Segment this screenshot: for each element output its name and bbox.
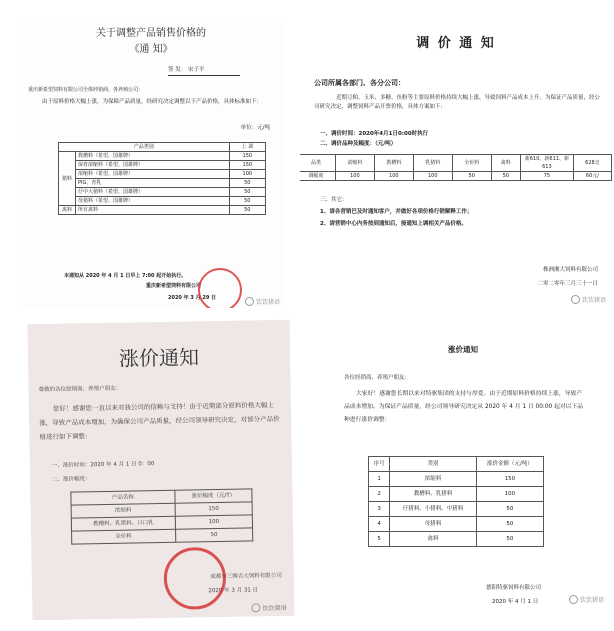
row-number: 5 — [369, 532, 390, 547]
notice-panel-4 — [318, 322, 608, 618]
table-header: 628音 — [573, 155, 611, 172]
issue-date: 2020 年 4 月 1 日 — [492, 599, 539, 605]
table-row — [59, 161, 266, 170]
red-seal — [163, 547, 226, 610]
section-other: 三、其它： — [320, 197, 348, 203]
table-header: 禽料 — [491, 155, 520, 172]
notice-title: 涨价通知 — [118, 345, 200, 371]
product-name: 禽料 — [390, 532, 477, 547]
row-number: 4 — [369, 517, 390, 532]
watermark-text: 饮饮猪语 — [579, 597, 604, 604]
price-table — [70, 488, 253, 544]
table-cell: 100 — [374, 172, 413, 181]
table-row — [369, 487, 544, 502]
table-row — [369, 532, 544, 547]
group-label: 禽料 — [59, 206, 76, 215]
section-range: 二、涨价幅度： — [52, 476, 91, 483]
increase-value: 150 — [476, 472, 543, 487]
table-cell: 60元/ — [573, 172, 611, 181]
watermark — [569, 595, 604, 604]
table-header: 浓缩料 — [335, 155, 374, 172]
other-item-1: 1、请各营销巴及时通知客户，并做好各项价格行销解释工作； — [320, 209, 473, 215]
price-table — [368, 456, 544, 547]
notice-body: 由于原料价格大幅上涨，为保障产品质量，经研究决定调整以下产品价格，具体标准如下： — [42, 99, 263, 105]
row-number: 3 — [369, 502, 390, 517]
notice-panel-1 — [18, 18, 284, 308]
product-name: PIG、青乳 — [76, 179, 230, 188]
table-header: 乳猪料 — [413, 155, 452, 172]
company-name: 重庆新希望饲料有限公司 — [146, 283, 202, 289]
company-name: 德阳特驱饲料有限公司 — [486, 585, 542, 591]
wechat-icon — [245, 297, 254, 306]
product-name: 仔中大猪料（希望、国雄牌） — [76, 188, 230, 197]
table-header: 上 调 — [229, 143, 265, 152]
section-range: 二、调价品种及幅度：（元/吨） — [320, 141, 397, 147]
increase-value: 50 — [476, 502, 543, 517]
row-number: 2 — [369, 487, 390, 502]
table-header: 新610、新611、新613 — [520, 155, 573, 172]
notice-title: 涨价通知 — [448, 345, 478, 354]
increase-value: 100 — [229, 170, 265, 179]
increase-value: 50 — [175, 528, 252, 542]
notice-panel-3 — [27, 320, 294, 621]
recipients: 各位经销商、养殖户朋友： — [344, 375, 411, 381]
table-row — [59, 152, 266, 161]
product-name: 教槽料、乳猪料 — [390, 487, 477, 502]
recipients: 公司所属各部门、各分公司： — [314, 79, 405, 87]
watermark — [245, 297, 280, 306]
table-cell: 100 — [413, 172, 452, 181]
recipients: 重庆新希望饲料有限公司全体经销商、各养殖公司： — [28, 87, 144, 93]
watermark-text: 饮饮猪语 — [255, 299, 280, 306]
increase-value: 50 — [229, 179, 265, 188]
increase-value: 50 — [476, 517, 543, 532]
table-row — [59, 170, 266, 179]
table-header: 类别 — [390, 457, 477, 472]
table-header: 序号 — [369, 457, 390, 472]
wechat-icon — [251, 603, 260, 612]
notice-panel-2 — [300, 18, 612, 308]
table-row — [72, 528, 253, 544]
increase-value: 100 — [476, 487, 543, 502]
table-header: 全价料 — [452, 155, 491, 172]
table-header: 品类 — [300, 155, 335, 172]
increase-value: 150 — [229, 152, 265, 161]
table-header: 涨价金额（元/吨） — [476, 457, 543, 472]
increase-value: 150 — [175, 502, 252, 516]
product-name: 全价料 — [72, 529, 176, 544]
company-name: 成都市三牌吉大饲料有限公司 — [210, 572, 282, 581]
row-number: 1 — [369, 472, 390, 487]
notice-body: 您好！感谢您一直以来对我公司的信赖与支持！由于近期部分原料价格大幅上涨，导致产品成本增加，为确保公司产品质量，经公司领导研究决定，对部分产品价格进行如下调整： — [39, 401, 280, 442]
issue-date: 2020 年 3 月 31 日 — [208, 587, 259, 595]
product-name: 母猪料 — [390, 517, 477, 532]
section-time: 一、调价时间：2020年4月1日0:00时执行 — [320, 131, 429, 137]
table-row — [59, 197, 266, 206]
notice-title: 关于调整产品销售价格的 — [96, 28, 206, 39]
issue-date: 二零二零年三月三十一日 — [537, 281, 598, 287]
table-header: 涨价幅度（元/T） — [175, 489, 252, 503]
table-header: 教槽料 — [374, 155, 413, 172]
wechat-icon — [569, 595, 578, 604]
increase-value: 50 — [229, 206, 265, 215]
table-row — [59, 179, 266, 188]
notice-subtitle: 《通 知》 — [129, 44, 173, 55]
table-cell: 50 — [452, 172, 491, 181]
table-row — [300, 172, 612, 181]
table-cell: 75 — [520, 172, 573, 181]
watermark-text: 饮饮猪语 — [581, 297, 606, 304]
table-header: 产品类别 — [59, 143, 230, 152]
price-table — [58, 142, 266, 215]
product-name: 浓缩料（希望、国雄牌） — [76, 170, 230, 179]
table-row — [369, 502, 544, 517]
increase-value: 50 — [229, 197, 265, 206]
increase-value: 150 — [229, 161, 265, 170]
table-cell: 50 — [491, 172, 520, 181]
product-name: 母猪料（希望、国雄牌） — [76, 197, 230, 206]
notice-body: 近期豆粕、玉米、多糖、鱼粉等主要原料价格持续大幅上涨，导致饲料产品成本上升。为保证产品质量，经公司研究决定，调整饲料产品开票价格，具体方案如下： — [314, 95, 601, 110]
table-header: 产品名称 — [71, 490, 175, 505]
product-name: 浓缩料 — [390, 472, 477, 487]
issue-date: 2020 年 3 月 29 日 — [168, 295, 217, 301]
table-row — [369, 517, 544, 532]
red-seal — [198, 268, 242, 308]
product-name: 教槽料、乳猪料、口口乳 — [71, 516, 175, 531]
watermark — [251, 603, 286, 613]
group-label: 猪料 — [59, 152, 76, 206]
effective-note: 本通知从 2020 年 4 月 1 日早上 7:00 起开始执行。 — [64, 273, 187, 279]
increase-value: 50 — [476, 532, 543, 547]
product-name: 教槽料（希望、国雄牌） — [76, 152, 230, 161]
watermark — [571, 295, 606, 304]
watermark-text: 饮饮猪语 — [262, 604, 287, 613]
product-name: 浓缩料 — [71, 503, 175, 518]
section-time: 一、涨价时间：2020 年 4 月 1 日 0：00 — [51, 461, 155, 469]
other-item-2: 2、请营销中心内务按到通知后，接通知上调相关产品价格。 — [320, 221, 467, 227]
product-name: 所有禽料 — [76, 206, 230, 215]
table-row — [59, 206, 266, 215]
issuer: 签 发： 宋子平 — [168, 66, 240, 76]
product-name: 仔猪料、小猪料、中猪料 — [390, 502, 477, 517]
notice-body: 大家好！感谢您长期以来对特驱集团的支持与厚爱。由于近期原料价格持续上涨，导致产品成本增加。为保证产品质量，经公司领导研究决定从 2020 年 4 月 1 日 00:00 起对以下品种进行涨价调整： — [344, 391, 584, 423]
price-table — [300, 154, 612, 181]
recipients: 尊敬的各位经销商、养殖户朋友： — [38, 385, 122, 394]
table-row — [59, 188, 266, 197]
increase-value: 50 — [229, 188, 265, 197]
table-cell: 调幅度 — [300, 172, 335, 181]
table-cell: 100 — [335, 172, 374, 181]
company-name: 株洲湘大饲料有限公司 — [542, 267, 598, 273]
product-name: 保育浓缩料（希望、国雄牌） — [76, 161, 230, 170]
increase-value: 100 — [175, 515, 252, 529]
wechat-icon — [571, 295, 580, 304]
notice-title: 调 价 通 知 — [416, 36, 496, 51]
unit-label: 单位：元/吨 — [240, 125, 270, 131]
table-row — [369, 472, 544, 487]
